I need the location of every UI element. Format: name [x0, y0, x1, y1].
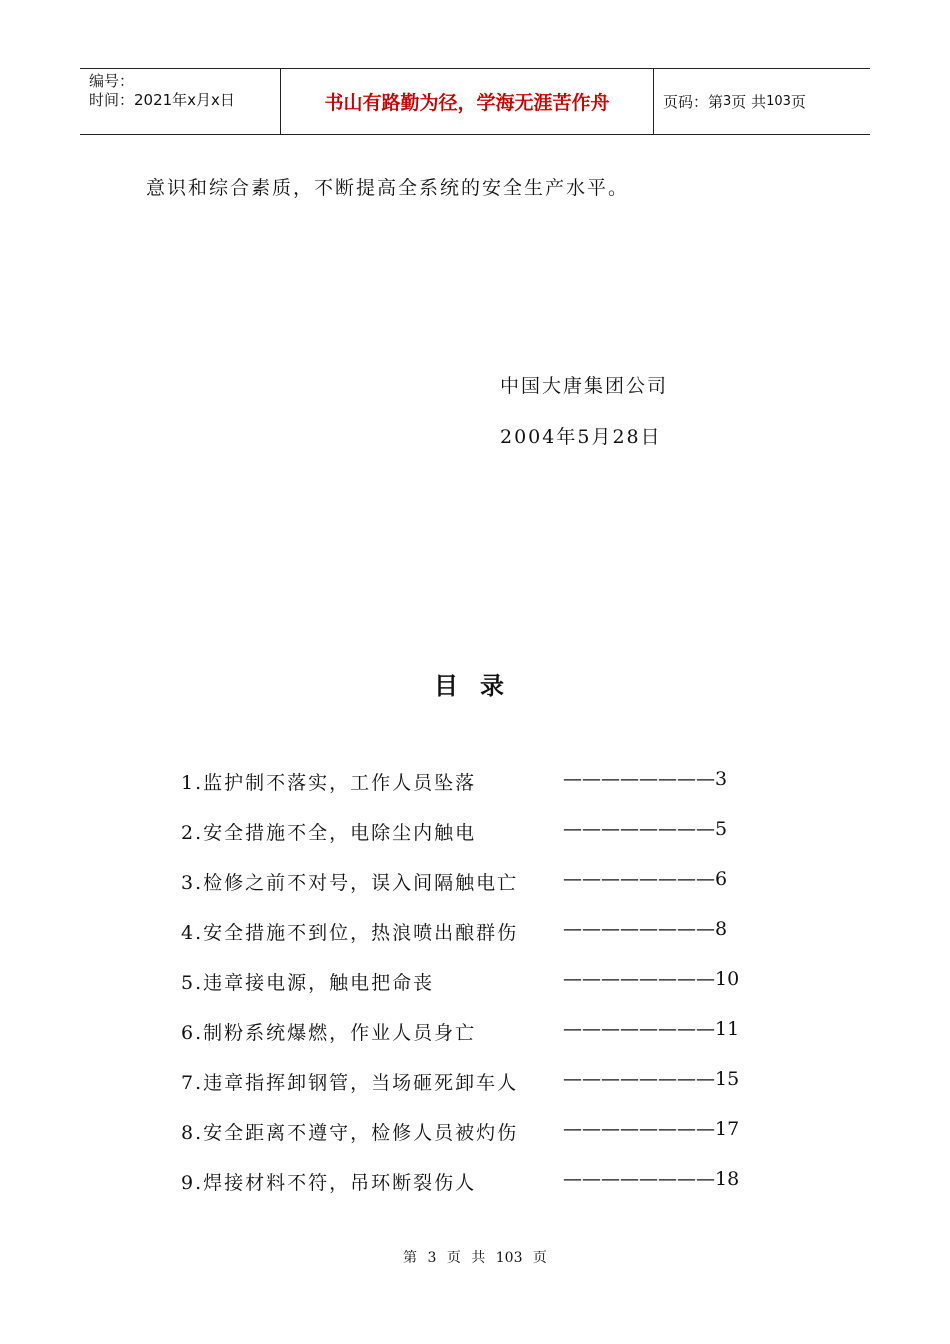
header-page-info [654, 69, 870, 134]
toc-item-text: 7.违章指挥卸钢管，当场砸死卸车人 [181, 1072, 519, 1094]
toc-item-page: ————————15 [563, 1068, 740, 1090]
page-total: 103 [766, 94, 791, 109]
page-suffix: 页 [790, 93, 806, 111]
toc-item[interactable] [181, 1168, 751, 1218]
toc-item[interactable] [181, 1068, 751, 1118]
toc-list [181, 768, 751, 1218]
page-current: 3 [723, 94, 732, 109]
toc-item[interactable] [181, 1118, 751, 1168]
toc-item-text: 2.安全措施不全，电除尘内触电 [181, 822, 477, 844]
signature-date: 2004年5月28日 [500, 426, 662, 448]
toc-item-page: ————————11 [563, 1018, 740, 1040]
toc-item-text: 4.安全措施不到位，热浪喷出酿群伤 [181, 922, 519, 944]
toc-item[interactable] [181, 818, 751, 868]
toc-item-text: 6.制粉系统爆燃，作业人员身亡 [181, 1022, 477, 1044]
page-prefix: 页码：第 [663, 93, 724, 111]
toc-item-text: 3.检修之前不对号，误入间隔触电亡 [181, 872, 519, 894]
header-motto: 书山有路勤为径，学海无涯苦作舟 [281, 69, 654, 134]
toc-item-page: ————————10 [563, 968, 740, 990]
toc-item-text: 1.监护制不落实，工作人员坠落 [181, 772, 477, 794]
toc-item-page: ————————6 [563, 868, 728, 890]
page-footer: 第 3 页 共 103 页 [403, 1250, 547, 1266]
time-label: 时间：2021年x月x日 [89, 91, 235, 109]
toc-item-page: ————————17 [563, 1118, 740, 1140]
toc-item[interactable] [181, 1018, 751, 1068]
toc-item[interactable] [181, 968, 751, 1018]
toc-item-page: ————————18 [563, 1168, 740, 1190]
toc-item-page: ————————5 [563, 818, 728, 840]
page-mid: 页 共 [731, 93, 767, 111]
header-meta-cell [80, 69, 281, 134]
toc-item[interactable] [181, 768, 751, 818]
document-header [80, 68, 870, 135]
toc-item-page: ————————3 [563, 768, 728, 790]
number-label: 编号： [89, 72, 135, 90]
body-paragraph: 意识和综合素质，不断提高全系统的安全生产水平。 [146, 177, 630, 199]
toc-item-text: 5.违章接电源，触电把命丧 [181, 972, 435, 994]
toc-item-page: ————————8 [563, 918, 728, 940]
toc-item-text: 9.焊接材料不符，吊环断裂伤人 [181, 1172, 477, 1194]
toc-title: 目录 [434, 672, 526, 700]
toc-item[interactable] [181, 918, 751, 968]
signature-organization: 中国大唐集团公司 [500, 375, 669, 397]
toc-item[interactable] [181, 868, 751, 918]
toc-item-text: 8.安全距离不遵守，检修人员被灼伤 [181, 1122, 519, 1144]
